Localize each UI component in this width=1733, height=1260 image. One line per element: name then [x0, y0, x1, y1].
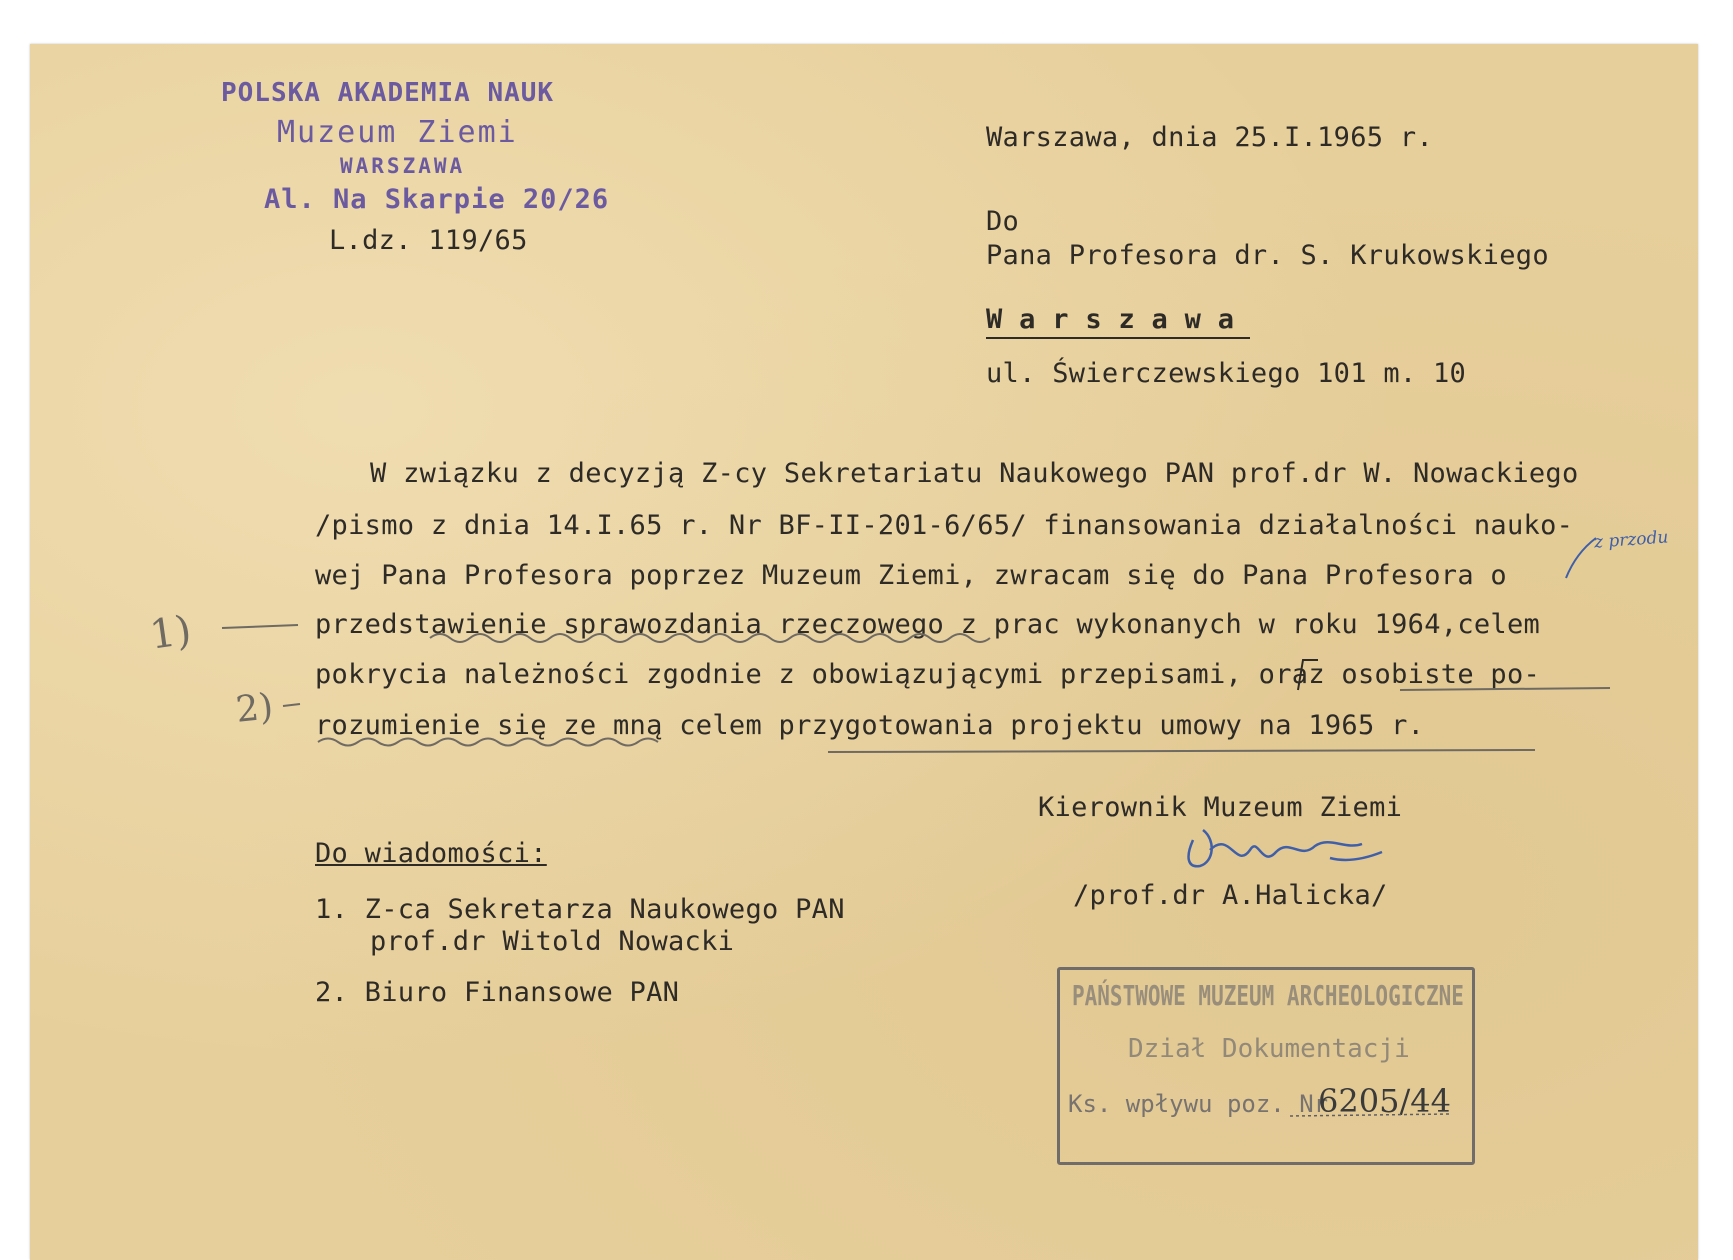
margin-mark-2: 2): [233, 686, 275, 731]
letterhead-museum: Muzeum Ziemi: [277, 115, 518, 150]
body-line-3: wej Pana Profesora poprzez Muzeum Ziemi, zwracam się do Pana Profesora o: [315, 560, 1507, 591]
archive-stamp-entry-number: 6205/44: [1318, 1082, 1451, 1120]
body-line-5: pokrycia należności zgodnie z obowiązującymi przepisami, oraz osobiste po-: [315, 659, 1541, 690]
letterhead-address: Al. Na Skarpie 20/26: [264, 184, 610, 215]
body-line-4: przedstawienie sprawozdania rzeczowego z prac wykonanych w roku 1964,celem: [315, 609, 1541, 640]
archive-stamp-institution: PAŃSTWOWE MUZEUM ARCHEOLOGICZNE: [1072, 980, 1464, 1012]
distribution-item-1-name: prof.dr Witold Nowacki: [370, 926, 735, 957]
reference-number: L.dz. 119/65: [329, 225, 528, 256]
recipient-street: ul. Świerczewskiego 101 m. 10: [986, 358, 1467, 389]
archive-stamp-entry-label: Ks. wpływu poz. Nr: [1068, 1090, 1329, 1118]
distribution-heading: Do wiadomości:: [315, 838, 547, 869]
body-line-2: /pismo z dnia 14.I.65 r. Nr BF-II-201-6/65/ finansowania działalności nauko-: [315, 510, 1574, 541]
address-to: Do: [986, 206, 1020, 237]
distribution-item-2: 2. Biuro Finansowe PAN: [315, 977, 680, 1008]
signature-name: /prof.dr A.Halicka/: [1073, 880, 1388, 911]
handwritten-insertion: z przodu: [1593, 527, 1670, 553]
letterhead-institution: POLSKA AKADEMIA NAUK: [221, 78, 555, 108]
body-line-1: W związku z decyzją Z-cy Sekretariatu Naukowego PAN prof.dr W. Nowackiego: [370, 458, 1579, 489]
distribution-item-1: 1. Z-ca Sekretarza Naukowego PAN: [315, 894, 845, 925]
letter-date: Warszawa, dnia 25.I.1965 r.: [986, 122, 1433, 153]
signature-title: Kierownik Muzeum Ziemi: [1038, 792, 1403, 823]
letterhead-city: WARSZAWA: [340, 154, 466, 178]
recipient-city: W a r s z a w a: [986, 304, 1235, 335]
recipient-name: Pana Profesora dr. S. Krukowskiego: [986, 240, 1549, 271]
archive-stamp-department: Dział Dokumentacji: [1128, 1034, 1410, 1064]
margin-mark-1: 1): [146, 607, 195, 659]
body-line-6: rozumienie się ze mną celem przygotowania projektu umowy na 1965 r.: [315, 710, 1425, 741]
